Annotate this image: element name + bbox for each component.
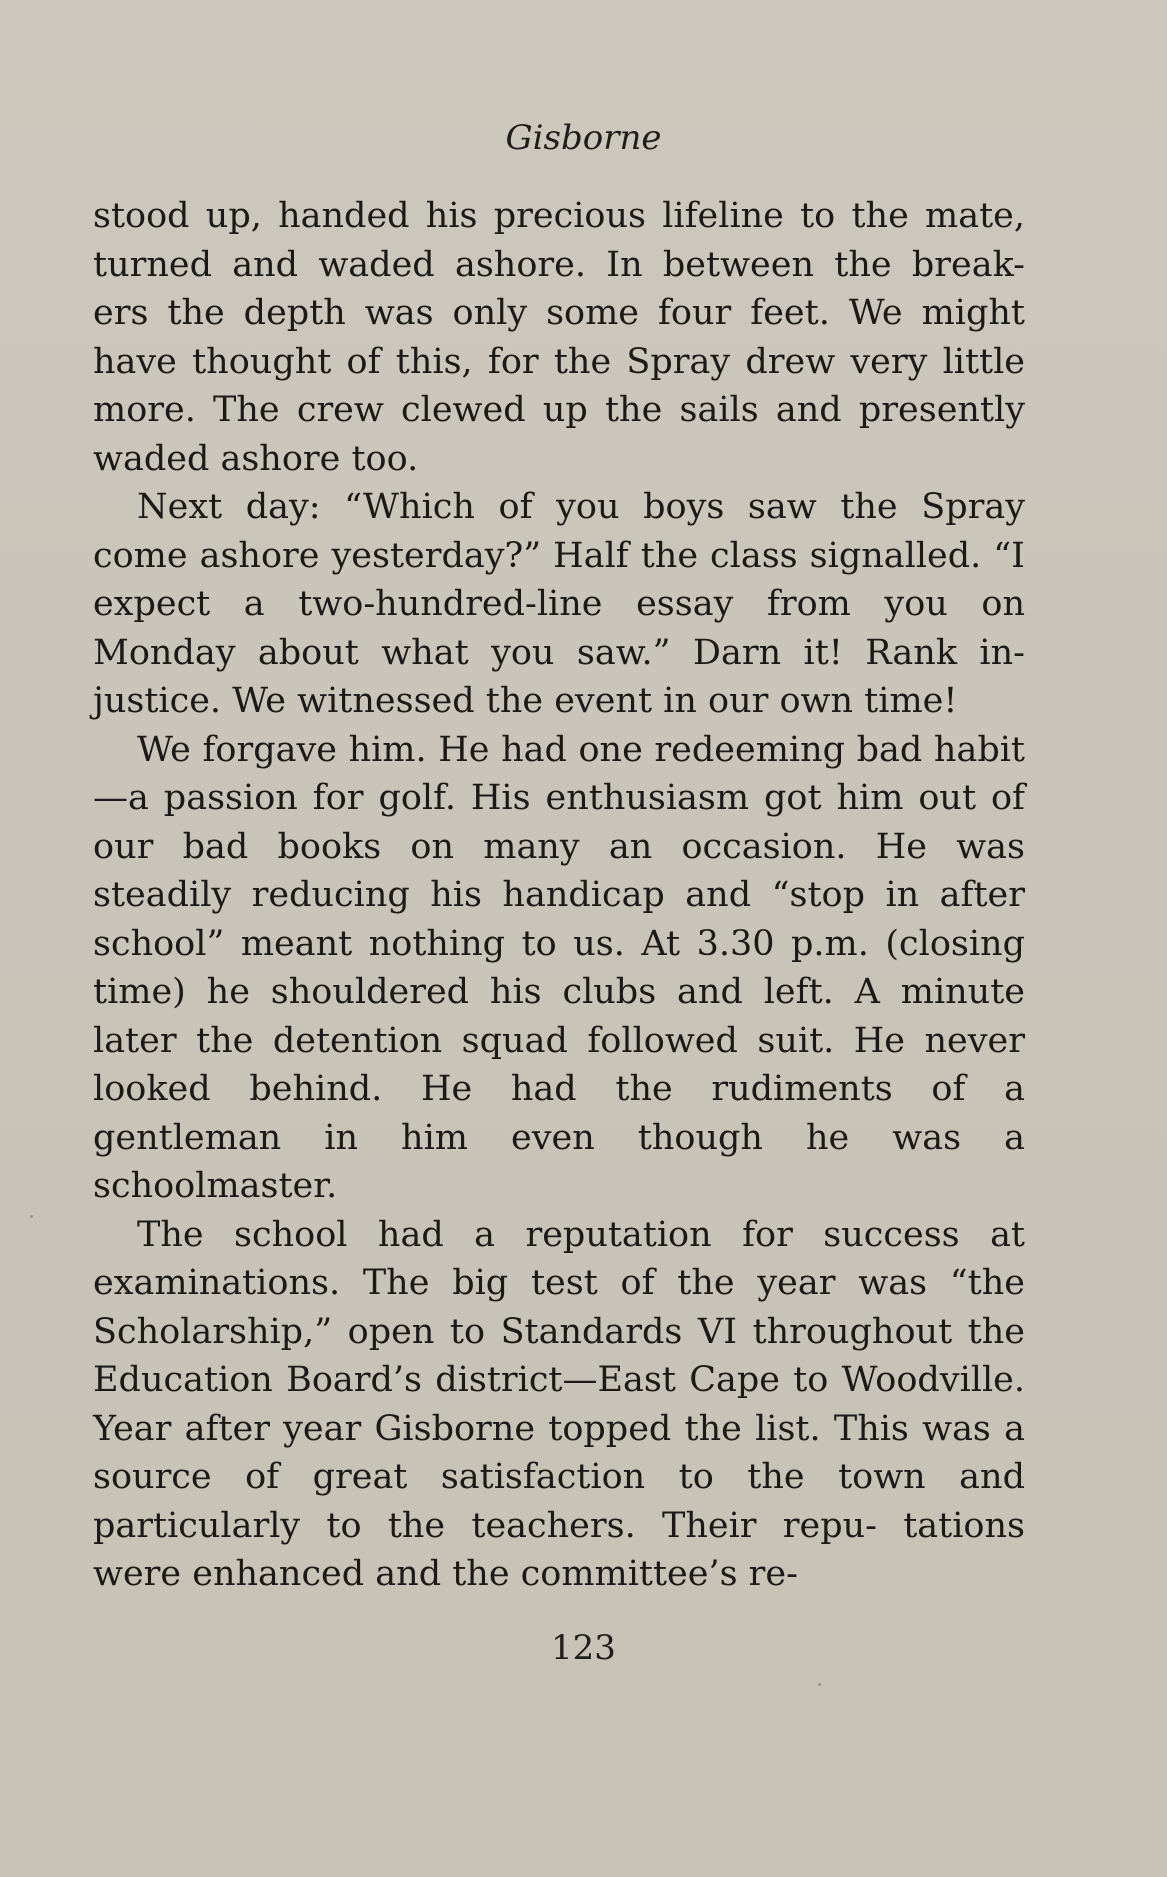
page-number: 123: [551, 1628, 616, 1668]
paragraph: stood up, handed his precious lifeline to the mate, turned and waded ashore. In between the break- ers the depth was only some four feet. We might have thought of this, for the Spray drew very little more. The crew clewed up the sails and presently waded ashore too.: [93, 196, 1025, 479]
paper-speck: [818, 1683, 821, 1686]
body-text: [93, 192, 1025, 1599]
running-head: Gisborne: [505, 118, 662, 158]
paragraph: The school had a reputation for success at examinations. The big test of the year was “the Scholarship,” open to Standards VI throughout the Education Board’s district—East Cape to Woodville. Year after year Gisborne topped the list. This was a source of great satisfaction to the town and particularly to the teachers. Their repu- tations were enhanced and the committee’s re-: [93, 1214, 1025, 1594]
paragraph: We forgave him. He had one redeeming bad habit—a passion for golf. His enthusiasm got him out of our bad books on many an occasion. He was steadily reducing his handicap and “stop in after school” meant nothing to us. At 3.30 p.m. (closing time) he shouldered his clubs and left. A minute later the detention squad followed suit. He never looked behind. He had the rudiments of a gentleman in him even though he was a schoolmaster.: [93, 729, 1025, 1206]
paragraph: Next day: “Which of you boys saw the Spray come ashore yesterday?” Half the class signalled. “I expect a two-hundred-line essay from you on Monday about what you saw.” Darn it! Rank in- justice. We witnessed the event in our own time!: [93, 487, 1025, 721]
paper-speck: [30, 1215, 33, 1218]
